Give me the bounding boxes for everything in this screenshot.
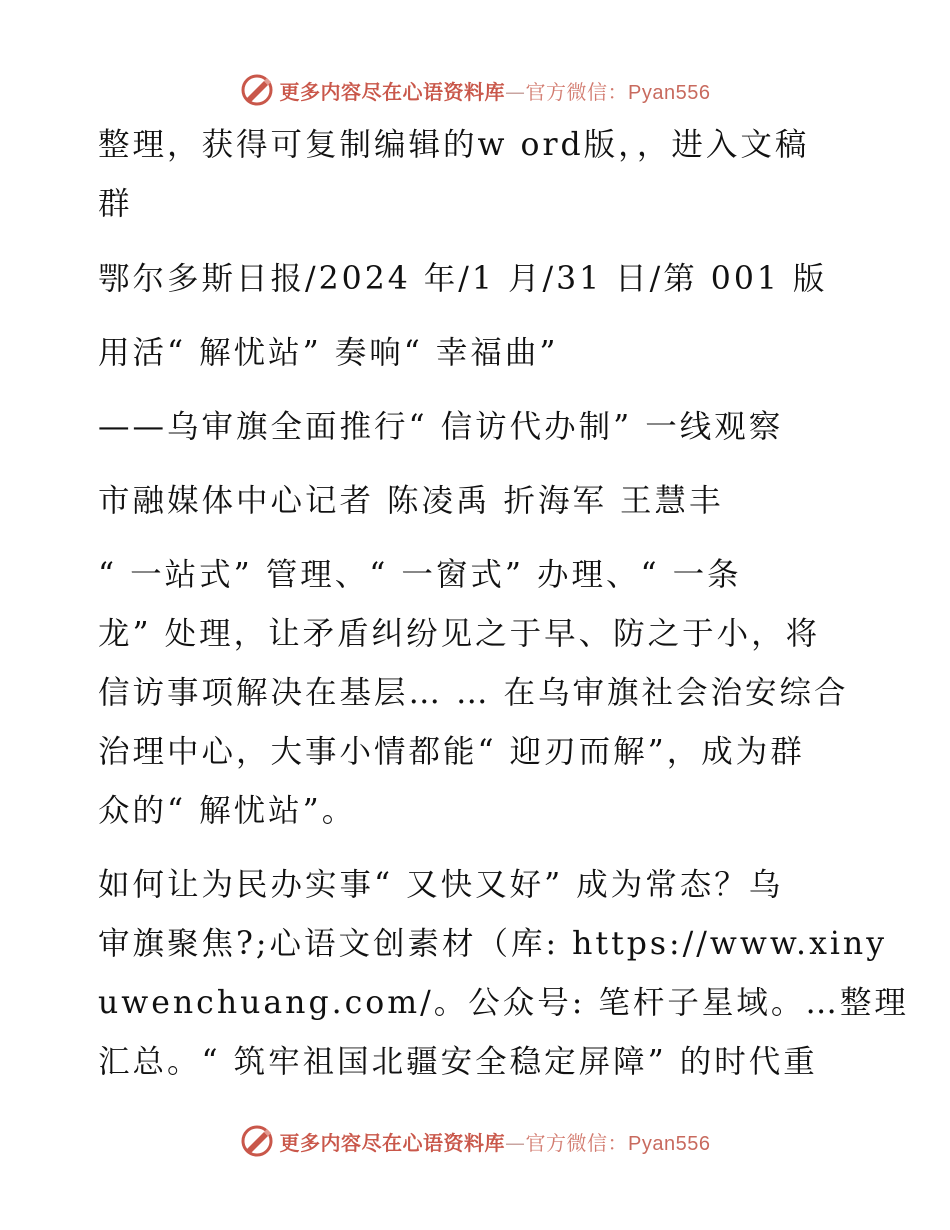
watermark-official-label: 官方微信：: [525, 79, 629, 104]
source-line: 鄂尔多斯日报/2024 年/1 月/31 日/第 001 版: [98, 261, 828, 297]
text-line: 整理，获得可复制编辑的w ord版，，进入文稿: [98, 127, 810, 163]
watermark-account-id: Pyan556: [628, 81, 711, 104]
byline: 市融媒体中心记者 陈凌禹 折海军 王慧丰: [98, 483, 724, 519]
footer-watermark: [0, 1121, 950, 1161]
watermark-text: [280, 76, 711, 105]
text-line: 如何让为民办实事“ 又快又好” 成为常态？乌: [98, 867, 784, 903]
body-paragraph-1: [98, 546, 849, 841]
text-line: 众的“ 解忧站”。: [98, 793, 357, 829]
watermark-official-label: 官方微信：: [525, 1130, 629, 1155]
text-line: “ 一站式” 管理、“ 一窗式” 办理、“ 一条: [98, 557, 742, 593]
watermark-account-id: Pyan556: [628, 1132, 711, 1155]
text-line: uwenchuang.com/。公众号: 笔杆子星域。…整理: [98, 985, 909, 1021]
subheadline: ——乌审旗全面推行“ 信访代办制” 一线观察: [98, 409, 784, 445]
text-line: 治理中心，大事小情都能“ 迎刃而解”，成为群: [98, 734, 805, 770]
watermark-dash: —: [505, 79, 526, 104]
headline: 用活“ 解忧站” 奏响“ 幸福曲”: [98, 335, 559, 371]
text-line: 审旗聚焦?;心语文创素材（库: https://www.xiny: [98, 926, 887, 962]
header-watermark: [0, 70, 950, 110]
text-line: 龙” 处理，让矛盾纠纷见之于早、防之于小，将: [98, 616, 821, 652]
pen-logo-icon: [240, 73, 274, 107]
intro-paragraph: [98, 116, 809, 234]
text-line: 信访事项解决在基层… … 在乌审旗社会治安综合: [98, 675, 849, 711]
pen-logo-icon: [240, 1124, 274, 1158]
watermark-site-text: 更多内容尽在心语资料库: [279, 79, 506, 104]
watermark-site-text: 更多内容尽在心语资料库: [279, 1130, 506, 1155]
body-paragraph-2: [98, 856, 909, 1092]
watermark-dash: —: [505, 1130, 526, 1155]
text-line: 群: [98, 186, 133, 222]
text-line: 汇总。“ 筑牢祖国北疆安全稳定屏障” 的时代重: [98, 1044, 818, 1080]
watermark-text: [280, 1127, 711, 1156]
